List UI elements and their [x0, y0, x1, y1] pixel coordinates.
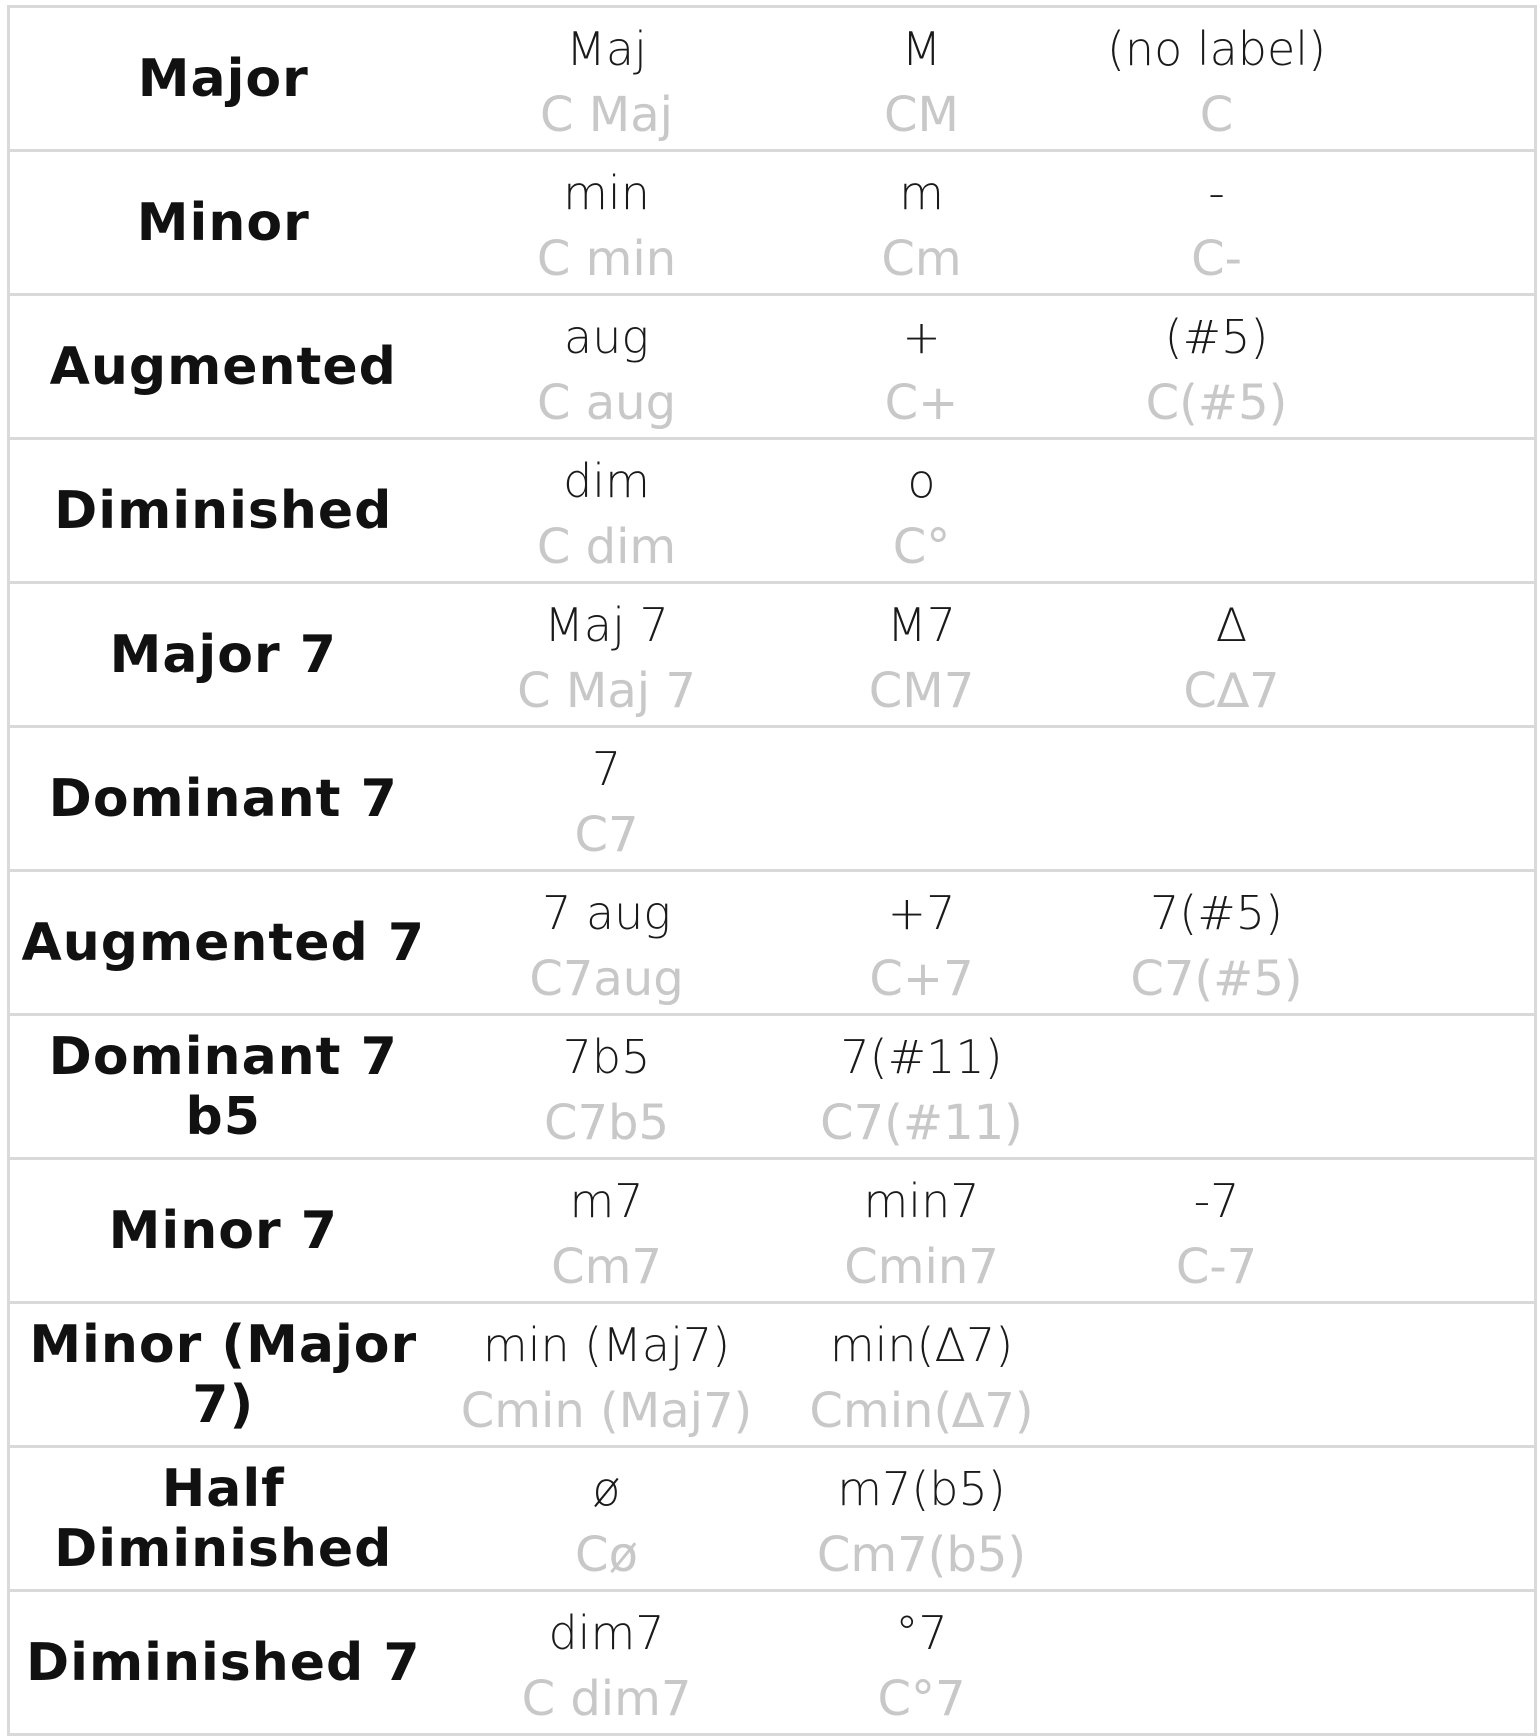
chord-example: C Maj [540, 87, 673, 143]
notation-cell [437, 1015, 777, 1159]
chord-type-name: Augmented 7 [9, 871, 437, 1015]
chord-suffix: - [1208, 166, 1225, 220]
table-row [9, 1159, 1536, 1303]
table-row [9, 1015, 1536, 1159]
notation-cell [777, 1159, 1067, 1303]
chord-example: C-7 [1175, 1239, 1258, 1295]
chord-type-name: Dominant 7 b5 [9, 1015, 437, 1159]
notation-cell [777, 871, 1067, 1015]
chord-suffix: 7b5 [562, 1030, 651, 1084]
chord-example: C7 [574, 807, 639, 863]
chord-example: C [1199, 87, 1234, 143]
notation-cell [437, 727, 777, 871]
notation-cell [1067, 7, 1536, 151]
chord-suffix: m7(b5) [837, 1462, 1006, 1516]
table-row [9, 151, 1536, 295]
chord-suffix: 7(#11) [840, 1030, 1003, 1084]
table-row [9, 583, 1536, 727]
chord-suffix: min (Maj7) [482, 1318, 731, 1372]
chord-example: C7b5 [543, 1095, 670, 1151]
chord-example: C Maj 7 [517, 663, 696, 719]
chord-example: C°7 [877, 1671, 966, 1727]
chord-suffix: -7 [1193, 1174, 1240, 1228]
chord-suffix: aug [564, 310, 649, 364]
notation-cell [1067, 1159, 1536, 1303]
notation-cell [437, 7, 777, 151]
chord-example: C+ [884, 375, 959, 431]
notation-cell [437, 871, 777, 1015]
notation-cell [1067, 1015, 1536, 1159]
notation-cell [1067, 871, 1536, 1015]
chord-example: C- [1191, 231, 1242, 287]
notation-cell [1067, 295, 1536, 439]
chord-suffix: m [899, 166, 944, 220]
table-row [9, 1591, 1536, 1735]
table-row [9, 727, 1536, 871]
notation-cell [777, 727, 1067, 871]
chord-type-name: Augmented [9, 295, 437, 439]
notation-cell [1067, 1447, 1536, 1591]
chord-example: C+7 [869, 951, 974, 1007]
notation-cell [1067, 439, 1536, 583]
chord-suffix: m7 [569, 1174, 644, 1228]
notation-cell [1067, 1591, 1536, 1735]
notation-cell [777, 151, 1067, 295]
chord-suffix: ø [592, 1462, 621, 1516]
chord-suffix: (#5) [1164, 310, 1269, 364]
chord-suffix: o [907, 454, 936, 508]
chord-type-name: Minor [9, 151, 437, 295]
notation-cell [777, 1447, 1067, 1591]
chord-suffix: min [563, 166, 650, 220]
notation-cell [777, 295, 1067, 439]
chord-suffix: °7 [895, 1606, 948, 1660]
notation-cell [437, 1591, 777, 1735]
notation-cell [777, 1303, 1067, 1447]
chord-suffix: (no label) [1106, 22, 1327, 76]
chord-example: C7(#5) [1130, 951, 1303, 1007]
table-row [9, 295, 1536, 439]
chord-type-name: Major 7 [9, 583, 437, 727]
chord-example: CM7 [868, 663, 975, 719]
chord-example: C7aug [529, 951, 684, 1007]
chord-suffix: Maj [566, 22, 647, 76]
chord-suffix: +7 [887, 886, 956, 940]
chord-type-name: Minor (Major 7) [9, 1303, 437, 1447]
notation-cell [437, 151, 777, 295]
chord-example: Cmin7 [844, 1239, 999, 1295]
notation-cell [1067, 151, 1536, 295]
chord-example: C(#5) [1145, 375, 1288, 431]
chord-example: C dim [536, 519, 677, 575]
chord-suffix: 7(#5) [1150, 886, 1283, 940]
notation-cell [777, 1015, 1067, 1159]
notation-cell [437, 583, 777, 727]
notation-cell [437, 1159, 777, 1303]
chord-suffix: min7 [863, 1174, 980, 1228]
chord-example: C7(#11) [820, 1095, 1023, 1151]
chord-type-name: Minor 7 [9, 1159, 437, 1303]
chord-suffix: ∆ [1215, 598, 1248, 652]
notation-cell [777, 583, 1067, 727]
chord-example: Cø [575, 1527, 638, 1583]
chord-type-name: Half Diminished [9, 1447, 437, 1591]
chord-suffix: + [902, 310, 941, 364]
chord-example: C° [892, 519, 951, 575]
table-row [9, 871, 1536, 1015]
notation-cell [437, 439, 777, 583]
table-row [9, 1303, 1536, 1447]
chord-suffix: M7 [887, 598, 956, 652]
chord-example: CM [884, 87, 959, 143]
chord-example: C min [536, 231, 677, 287]
chord-suffix: 7 [591, 742, 622, 796]
chord-type-name: Diminished 7 [9, 1591, 437, 1735]
chord-example: C dim7 [521, 1671, 692, 1727]
chord-example: C aug [536, 375, 677, 431]
table-row [9, 439, 1536, 583]
notation-cell [1067, 727, 1536, 871]
notation-cell [777, 439, 1067, 583]
chord-type-name: Major [9, 7, 437, 151]
chord-example: Cm7 [551, 1239, 662, 1295]
chord-type-name: Dominant 7 [9, 727, 437, 871]
chord-example: Cmin(∆7) [809, 1383, 1034, 1439]
chord-example: Cm7(b5) [816, 1527, 1027, 1583]
chord-suffix: dim [563, 454, 650, 508]
chord-type-name: Diminished [9, 439, 437, 583]
chord-example: Cm [881, 231, 962, 287]
table-row [9, 7, 1536, 151]
notation-cell [437, 1303, 777, 1447]
notation-cell [1067, 1303, 1536, 1447]
notation-cell [437, 1447, 777, 1591]
notation-cell [777, 1591, 1067, 1735]
table-row [9, 1447, 1536, 1591]
notation-cell [437, 295, 777, 439]
chord-suffix: M [901, 22, 942, 76]
chord-suffix: Maj 7 [544, 598, 669, 652]
chord-suffix: 7 aug [542, 886, 671, 940]
notation-cell [777, 7, 1067, 151]
chord-example: Cmin (Maj7) [460, 1383, 753, 1439]
chord-notation-table [7, 5, 1537, 1736]
chord-suffix: dim7 [548, 1606, 665, 1660]
notation-cell [1067, 583, 1536, 727]
chord-suffix: min(∆7) [829, 1318, 1014, 1372]
chord-example: C∆7 [1183, 663, 1280, 719]
